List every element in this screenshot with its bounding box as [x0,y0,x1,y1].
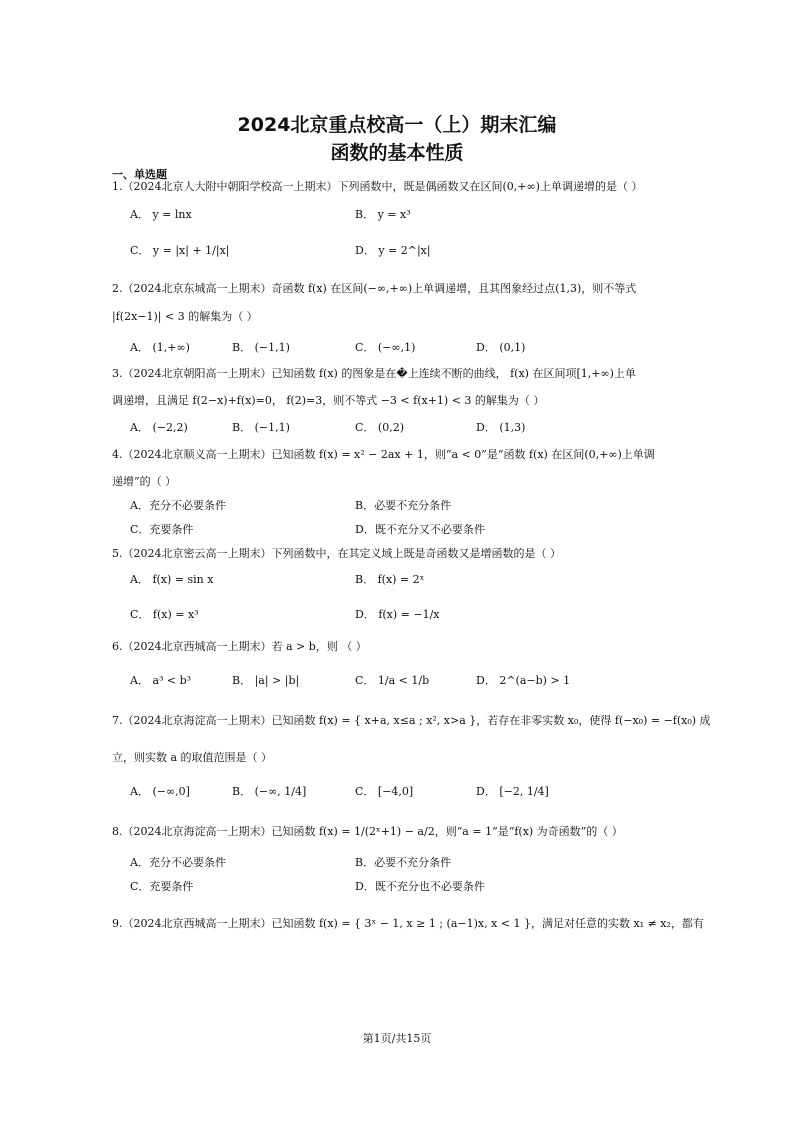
question-2-option-d: D． (0,1) [476,341,526,354]
question-8-option-c: C．充要条件 [130,880,194,893]
question-3-option-b: B． (−1,1) [232,421,290,434]
question-5-text: 5.（2024北京密云高一上期末）下列函数中，在其定义域上既是奇函数又是增函数的是（ ） [112,547,561,560]
question-3-option-a: A． (−2,2) [130,421,188,434]
question-6-option-c: C． 1/a < 1/b [355,674,430,687]
section-heading: 一、单选题 [112,168,167,181]
question-7-option-d: D． [−2, 1/4] [476,785,549,798]
question-8-option-d: D．既不充分也不必要条件 [355,880,485,893]
question-5-option-d: D． f(x) = −1/x [355,608,440,621]
question-6-text: 6.（2024北京西城高一上期末）若 a > b，则 （ ） [112,640,367,653]
question-4-option-d: D．既不充分又不必要条件 [355,523,485,536]
question-6-option-a: A． a³ < b³ [130,674,192,687]
question-3-option-d: D． (1,3) [476,421,526,434]
question-7-option-b: B． (−∞, 1/4] [232,785,307,798]
question-8-text: 8.（2024北京海淀高一上期末）已知函数 f(x) = 1/(2ˣ+1) − a/2，则“a = 1”是“f(x) 为奇函数”的（ ） [112,825,623,838]
question-4-text-1: 4.（2024北京顺义高一上期末）已知函数 f(x) = x² − 2ax + 1，则“a < 0”是“函数 f(x) 在区间(0,+∞)上单调 [112,448,655,461]
question-1-text: 1.（2024北京人大附中朝阳学校高一上期末）下列函数中，既是偶函数又在区间(0,+∞)上单调递增的是（ ） [112,180,643,193]
question-2-option-c: C． (−∞,1) [355,341,416,354]
question-4-text-2: 递增”的（ ） [112,475,177,488]
question-5-option-a: A． f(x) = sin x [130,573,214,586]
question-3-text-2: 调递增，且满足 f(2−x)+f(x)=0， f(2)=3，则不等式 −3 < f(x+1) < 3 的解集为（ ） [112,394,545,407]
document-title: 2024北京重点校高一（上）期末汇编 [237,114,557,136]
question-7-text-1: 7.（2024北京海淀高一上期末）已知函数 f(x) = { x+a, x≤a ; x², x>a }，若存在非零实数 x₀，使得 f(−x₀) = −f(x₀) 成 [112,714,711,727]
question-3-option-c: C． (0,2) [355,421,404,434]
question-8-option-a: A．充分不必要条件 [130,856,226,869]
question-1-option-a: A． y = lnx [130,208,192,221]
question-1-option-b: B． y = x³ [355,208,411,221]
question-7-text-2: 立，则实数 a 的取值范围是（ ） [112,751,273,764]
question-3-text-1: 3.（2024北京朝阳高一上期末）已知函数 f(x) 的图象是在�上连续不断的曲线， f(x) 在区间项[1,+∞)上单 [112,367,636,380]
question-6-option-b: B． |a| > |b| [232,674,300,687]
question-2-text-1: 2.（2024北京东城高一上期末）奇函数 f(x) 在区间(−∞,+∞)上单调递增，且其图象经过点(1,3)，则不等式 [112,282,637,295]
question-2-option-b: B． (−1,1) [232,341,290,354]
question-2-text-2: |f(2x−1)| < 3 的解集为（ ） [112,310,258,323]
question-1-option-c: C． y = |x| + 1/|x| [130,244,230,257]
question-6-option-d: D． 2^(a−b) > 1 [476,674,571,687]
question-4-option-b: B．必要不充分条件 [355,499,452,512]
question-5-option-c: C． f(x) = x³ [130,608,199,621]
question-1-option-d: D． y = 2^|x| [355,244,431,257]
question-7-option-c: C． [−4,0] [355,785,414,798]
document-subtitle: 函数的基本性质 [330,142,464,164]
page-number: 第1页/共15页 [362,1032,432,1045]
question-5-option-b: B． f(x) = 2ˣ [355,573,425,586]
question-2-option-a: A． (1,+∞) [130,341,190,354]
question-9-text: 9.（2024北京西城高一上期末）已知函数 f(x) = { 3ˣ − 1, x ≥ 1 ; (a−1)x, x < 1 }，满足对任意的实数 x₁ ≠ x₂，都有 [112,917,704,930]
question-8-option-b: B．必要不充分条件 [355,856,452,869]
question-4-option-c: C．充要条件 [130,523,194,536]
question-7-option-a: A． (−∞,0] [130,785,190,798]
question-4-option-a: A．充分不必要条件 [130,499,226,512]
